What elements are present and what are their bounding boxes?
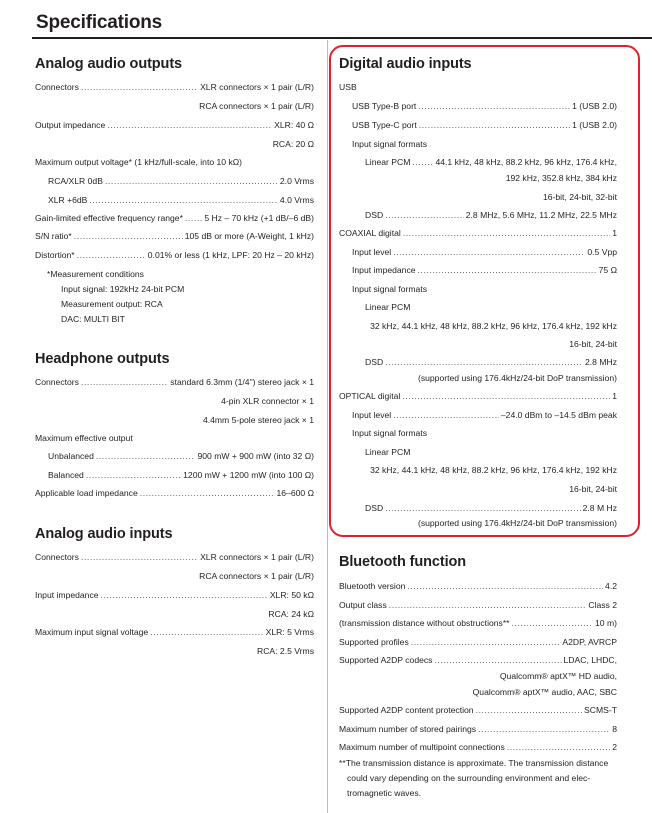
bt-profiles-value: A2DP, AVRCP — [562, 637, 617, 647]
bt-class-row — [339, 598, 617, 612]
di-coax-pcm-row-2 — [339, 337, 617, 351]
ao-dist-value: 0.01% or less (1 kHz, LPF: 20 Hz – 20 kHz) — [147, 250, 314, 260]
hp-load-label: Applicable load impedance — [35, 488, 138, 498]
di-usb-c-value: 1 (USB 2.0) — [572, 120, 617, 130]
bt-multipoint-value: 2 — [612, 742, 617, 752]
bt-codecs-value-2: Qualcomm® aptX™ HD audio, — [499, 671, 617, 681]
bt-class-label: Output class — [339, 600, 387, 610]
bt-pairings-label: Maximum number of stored pairings — [339, 724, 477, 734]
hp-connectors-row-2 — [35, 394, 314, 408]
di-usb-b-label: USB Type-B port — [352, 101, 417, 111]
ao-gain-value: 5 Hz – 70 kHz (+1 dB/–6 dB) — [204, 213, 314, 223]
ai-impedance-value-2: RCA: 24 kΩ — [268, 609, 314, 619]
title-rule — [32, 37, 652, 39]
bt-protection-value: SCMS-T — [584, 705, 617, 715]
di-usb-dsd-label: DSD — [365, 210, 384, 220]
hp-connectors-row — [35, 375, 314, 389]
di-opt-value: 1 — [612, 391, 617, 401]
di-opt-dsd-value: 2.8 M Hz — [582, 503, 617, 513]
di-usb-c-row — [352, 118, 617, 132]
ai-max-level-value-2: RCA: 2.5 Vrms — [257, 646, 314, 656]
di-coax-dsd-label: DSD — [365, 357, 384, 367]
hp-max-output-label: Maximum effective output — [35, 433, 133, 443]
analog-inputs-title: Analog audio inputs — [35, 526, 173, 542]
hp-unbalanced-row — [48, 449, 314, 463]
di-opt-dsd-label: DSD — [365, 503, 384, 513]
di-coax-dsd-note: (supported using 176.4kHz/24-bit DoP transmission) — [417, 373, 617, 383]
page-title: Specifications — [36, 12, 163, 33]
di-opt-level-row — [352, 408, 617, 422]
di-coax-imp-row — [352, 263, 617, 277]
bt-protection-row — [339, 703, 617, 717]
ai-connectors-label: Connectors — [35, 552, 79, 562]
di-usb-c-label: USB Type-C port — [352, 120, 417, 130]
ao-impedance-value: XLR: 40 Ω — [274, 120, 314, 130]
bt-version-label: Bluetooth version — [339, 581, 406, 591]
ai-connectors-row — [35, 550, 314, 564]
hp-connectors-value-3: 4.4mm 5-pole stereo jack × 1 — [202, 415, 314, 425]
ao-impedance-label: Output impedance — [35, 120, 106, 130]
bt-class-value: Class 2 — [588, 600, 617, 610]
di-usb-pcm-value-2: 192 kHz, 352.8 kHz, 384 kHz — [505, 173, 617, 183]
ao-xlr6-row — [48, 193, 314, 207]
ao-sn-label: S/N ratio* — [35, 231, 72, 241]
di-opt-pcm-value-2: 16-bit, 24-bit — [569, 484, 617, 494]
ao-impedance-row-2 — [35, 137, 314, 151]
di-coax-dsd-note-row — [339, 371, 617, 385]
ao-max-voltage-label: Maximum output voltage* (1 kHz/full-scale, into 10 kΩ) — [35, 157, 243, 167]
ai-max-level-value: XLR: 5 Vrms — [265, 627, 314, 637]
di-coax-imp-label: Input impedance — [352, 265, 416, 275]
ao-gain-label: Gain-limited effective frequency range* — [35, 213, 183, 223]
di-coax-level-label: Input level — [352, 247, 392, 257]
di-coax-row — [339, 226, 617, 240]
ao-dist-label: Distortion* — [35, 250, 75, 260]
di-opt-pcm-row — [339, 463, 617, 477]
hp-connectors-row-3 — [35, 413, 314, 427]
ao-rca-xlr-value: 2.0 Vrms — [279, 176, 314, 186]
analog-outputs-title: Analog audio outputs — [35, 56, 183, 72]
di-usb-dsd-row — [365, 208, 617, 222]
hp-unbalanced-value: 900 mW + 900 mW (into 32 Ω) — [197, 451, 314, 461]
di-opt-label: OPTICAL digital — [339, 391, 401, 401]
di-opt-row — [339, 389, 617, 403]
bt-codecs-value: LDAC, LHDC, — [563, 655, 617, 665]
di-opt-formats-label: Input signal formats — [352, 428, 427, 438]
di-coax-pcm-value: 32 kHz, 44.1 kHz, 48 kHz, 88.2 kHz, 96 kHz, 176.4 kHz, 192 kHz — [370, 321, 617, 331]
ao-connectors-row-2 — [35, 99, 314, 113]
bt-multipoint-row — [339, 740, 617, 754]
ao-impedance-value-2: RCA: 20 Ω — [272, 139, 314, 149]
ai-connectors-value: XLR connectors × 1 pair (L/R) — [200, 552, 314, 562]
bt-profiles-row — [339, 635, 617, 649]
di-usb-formats-label: Input signal formats — [352, 139, 427, 149]
di-coax-dsd-value: 2.8 MHz — [585, 357, 617, 367]
hp-balanced-value: 1200 mW + 1200 mW (into 100 Ω) — [183, 470, 314, 480]
bt-footnote-2: could vary depending on the surrounding environment and elec- — [347, 773, 591, 783]
ai-impedance-value: XLR: 50 kΩ — [269, 590, 314, 600]
ao-connectors-row — [35, 80, 314, 94]
hp-load-value: 16–600 Ω — [276, 488, 314, 498]
hp-connectors-value: standard 6.3mm (1/4") stereo jack × 1 — [170, 377, 314, 387]
di-coax-label: COAXIAL digital — [339, 228, 401, 238]
headphone-outputs-title: Headphone outputs — [35, 351, 170, 367]
di-usb-b-row — [352, 99, 617, 113]
hp-connectors-value-2: 4-pin XLR connector × 1 — [221, 396, 314, 406]
ao-note-2: Measurement output: RCA — [61, 299, 163, 309]
ai-connectors-row-2 — [35, 569, 314, 583]
di-usb-pcm-value: 44.1 kHz, 48 kHz, 88.2 kHz, 96 kHz, 176.4 kHz, — [435, 157, 617, 167]
di-coax-imp-value: 75 Ω — [598, 265, 617, 275]
ai-impedance-row — [35, 588, 314, 602]
hp-balanced-row — [48, 468, 314, 482]
bt-distance-value: 10 m) — [595, 618, 617, 628]
di-opt-pcm-value: 32 kHz, 44.1 kHz, 48 kHz, 88.2 kHz, 96 kHz, 176.4 kHz, 192 kHz — [370, 465, 617, 475]
bt-footnote-1: **The transmission distance is approximate. The transmission distance — [339, 758, 609, 768]
hp-balanced-label: Balanced — [48, 470, 84, 480]
bt-version-row — [339, 579, 617, 593]
di-coax-level-row — [352, 245, 617, 259]
ai-max-level-row-2 — [35, 644, 314, 658]
di-opt-dsd-note: (supported using 176.4kHz/24-bit DoP transmission) — [417, 518, 617, 528]
ao-note-3: DAC: MULTI BIT — [61, 314, 125, 324]
ao-rca-xlr-label: RCA/XLR 0dB — [48, 176, 103, 186]
ai-max-level-label: Maximum input signal voltage — [35, 627, 149, 637]
bt-multipoint-label: Maximum number of multipoint connections — [339, 742, 505, 752]
di-usb-dsd-value: 2.8 MHz, 5.6 MHz, 11.2 MHz, 22.5 MHz — [465, 210, 617, 220]
ao-dist-row — [35, 248, 314, 262]
bt-codecs-row — [339, 653, 617, 667]
di-opt-dsd-note-row — [339, 516, 617, 530]
ao-xlr6-value: 4.0 Vrms — [279, 195, 314, 205]
column-divider — [327, 40, 328, 813]
bt-pairings-row — [339, 722, 617, 736]
di-coax-pcm-value-2: 16-bit, 24-bit — [569, 339, 617, 349]
bt-codecs-row-3 — [339, 685, 617, 699]
di-usb-pcm-value-3: 16-bit, 24-bit, 32-bit — [542, 192, 617, 202]
ao-connectors-value: XLR connectors × 1 pair (L/R) — [200, 82, 314, 92]
di-opt-pcm-row-2 — [339, 482, 617, 496]
bt-footnote-3: tromagnetic waves. — [347, 788, 422, 798]
di-usb-pcm-label: Linear PCM — [365, 157, 411, 167]
ao-note-title: *Measurement conditions — [47, 269, 144, 279]
bt-profiles-label: Supported profiles — [339, 637, 409, 647]
di-coax-pcm-row — [339, 319, 617, 333]
di-coax-pcm-label: Linear PCM — [365, 302, 411, 312]
di-usb-b-value: 1 (USB 2.0) — [572, 101, 617, 111]
bt-codecs-row-2 — [339, 669, 617, 683]
bt-distance-row — [339, 616, 617, 630]
bluetooth-title: Bluetooth function — [339, 554, 467, 570]
ai-impedance-row-2 — [35, 607, 314, 621]
bt-codecs-value-3: Qualcomm® aptX™ audio, AAC, SBC — [472, 687, 617, 697]
hp-unbalanced-label: Unbalanced — [48, 451, 94, 461]
di-opt-dsd-row — [365, 501, 617, 515]
di-usb-label: USB — [339, 82, 357, 92]
di-opt-level-label: Input level — [352, 410, 392, 420]
hp-connectors-label: Connectors — [35, 377, 79, 387]
bt-pairings-value: 8 — [612, 724, 617, 734]
ai-connectors-value-2: RCA connectors × 1 pair (L/R) — [199, 571, 314, 581]
di-usb-pcm-row-3 — [339, 190, 617, 204]
ao-xlr6-label: XLR +6dB — [48, 195, 88, 205]
di-coax-formats-label: Input signal formats — [352, 284, 427, 294]
di-usb-pcm-row — [365, 155, 617, 169]
ao-rca-xlr-row — [48, 174, 314, 188]
bt-codecs-label: Supported A2DP codecs — [339, 655, 433, 665]
di-opt-level-value: –24.0 dBm to –14.5 dBm peak — [500, 410, 617, 420]
ao-note-1: Input signal: 192kHz 24-bit PCM — [61, 284, 185, 294]
ao-sn-value: 105 dB or more (A-Weight, 1 kHz) — [184, 231, 314, 241]
ao-connectors-value-2: RCA connectors × 1 pair (L/R) — [199, 101, 314, 111]
ao-sn-row — [35, 229, 314, 243]
bt-version-value: 4.2 — [605, 581, 617, 591]
di-usb-pcm-row-2 — [339, 171, 617, 185]
ai-max-level-row — [35, 625, 314, 639]
ao-connectors-label: Connectors — [35, 82, 79, 92]
bt-protection-label: Supported A2DP content protection — [339, 705, 474, 715]
ao-gain-row — [35, 211, 314, 225]
di-opt-pcm-label: Linear PCM — [365, 447, 411, 457]
hp-load-row — [35, 486, 314, 500]
di-coax-dsd-row — [365, 355, 617, 369]
ai-impedance-label: Input impedance — [35, 590, 99, 600]
bt-distance-label: (transmission distance without obstructions** — [339, 618, 510, 628]
di-coax-value: 1 — [612, 228, 617, 238]
digital-inputs-title: Digital audio inputs — [339, 56, 472, 72]
ao-impedance-row — [35, 118, 314, 132]
di-coax-level-value: 0.5 Vpp — [587, 247, 617, 257]
